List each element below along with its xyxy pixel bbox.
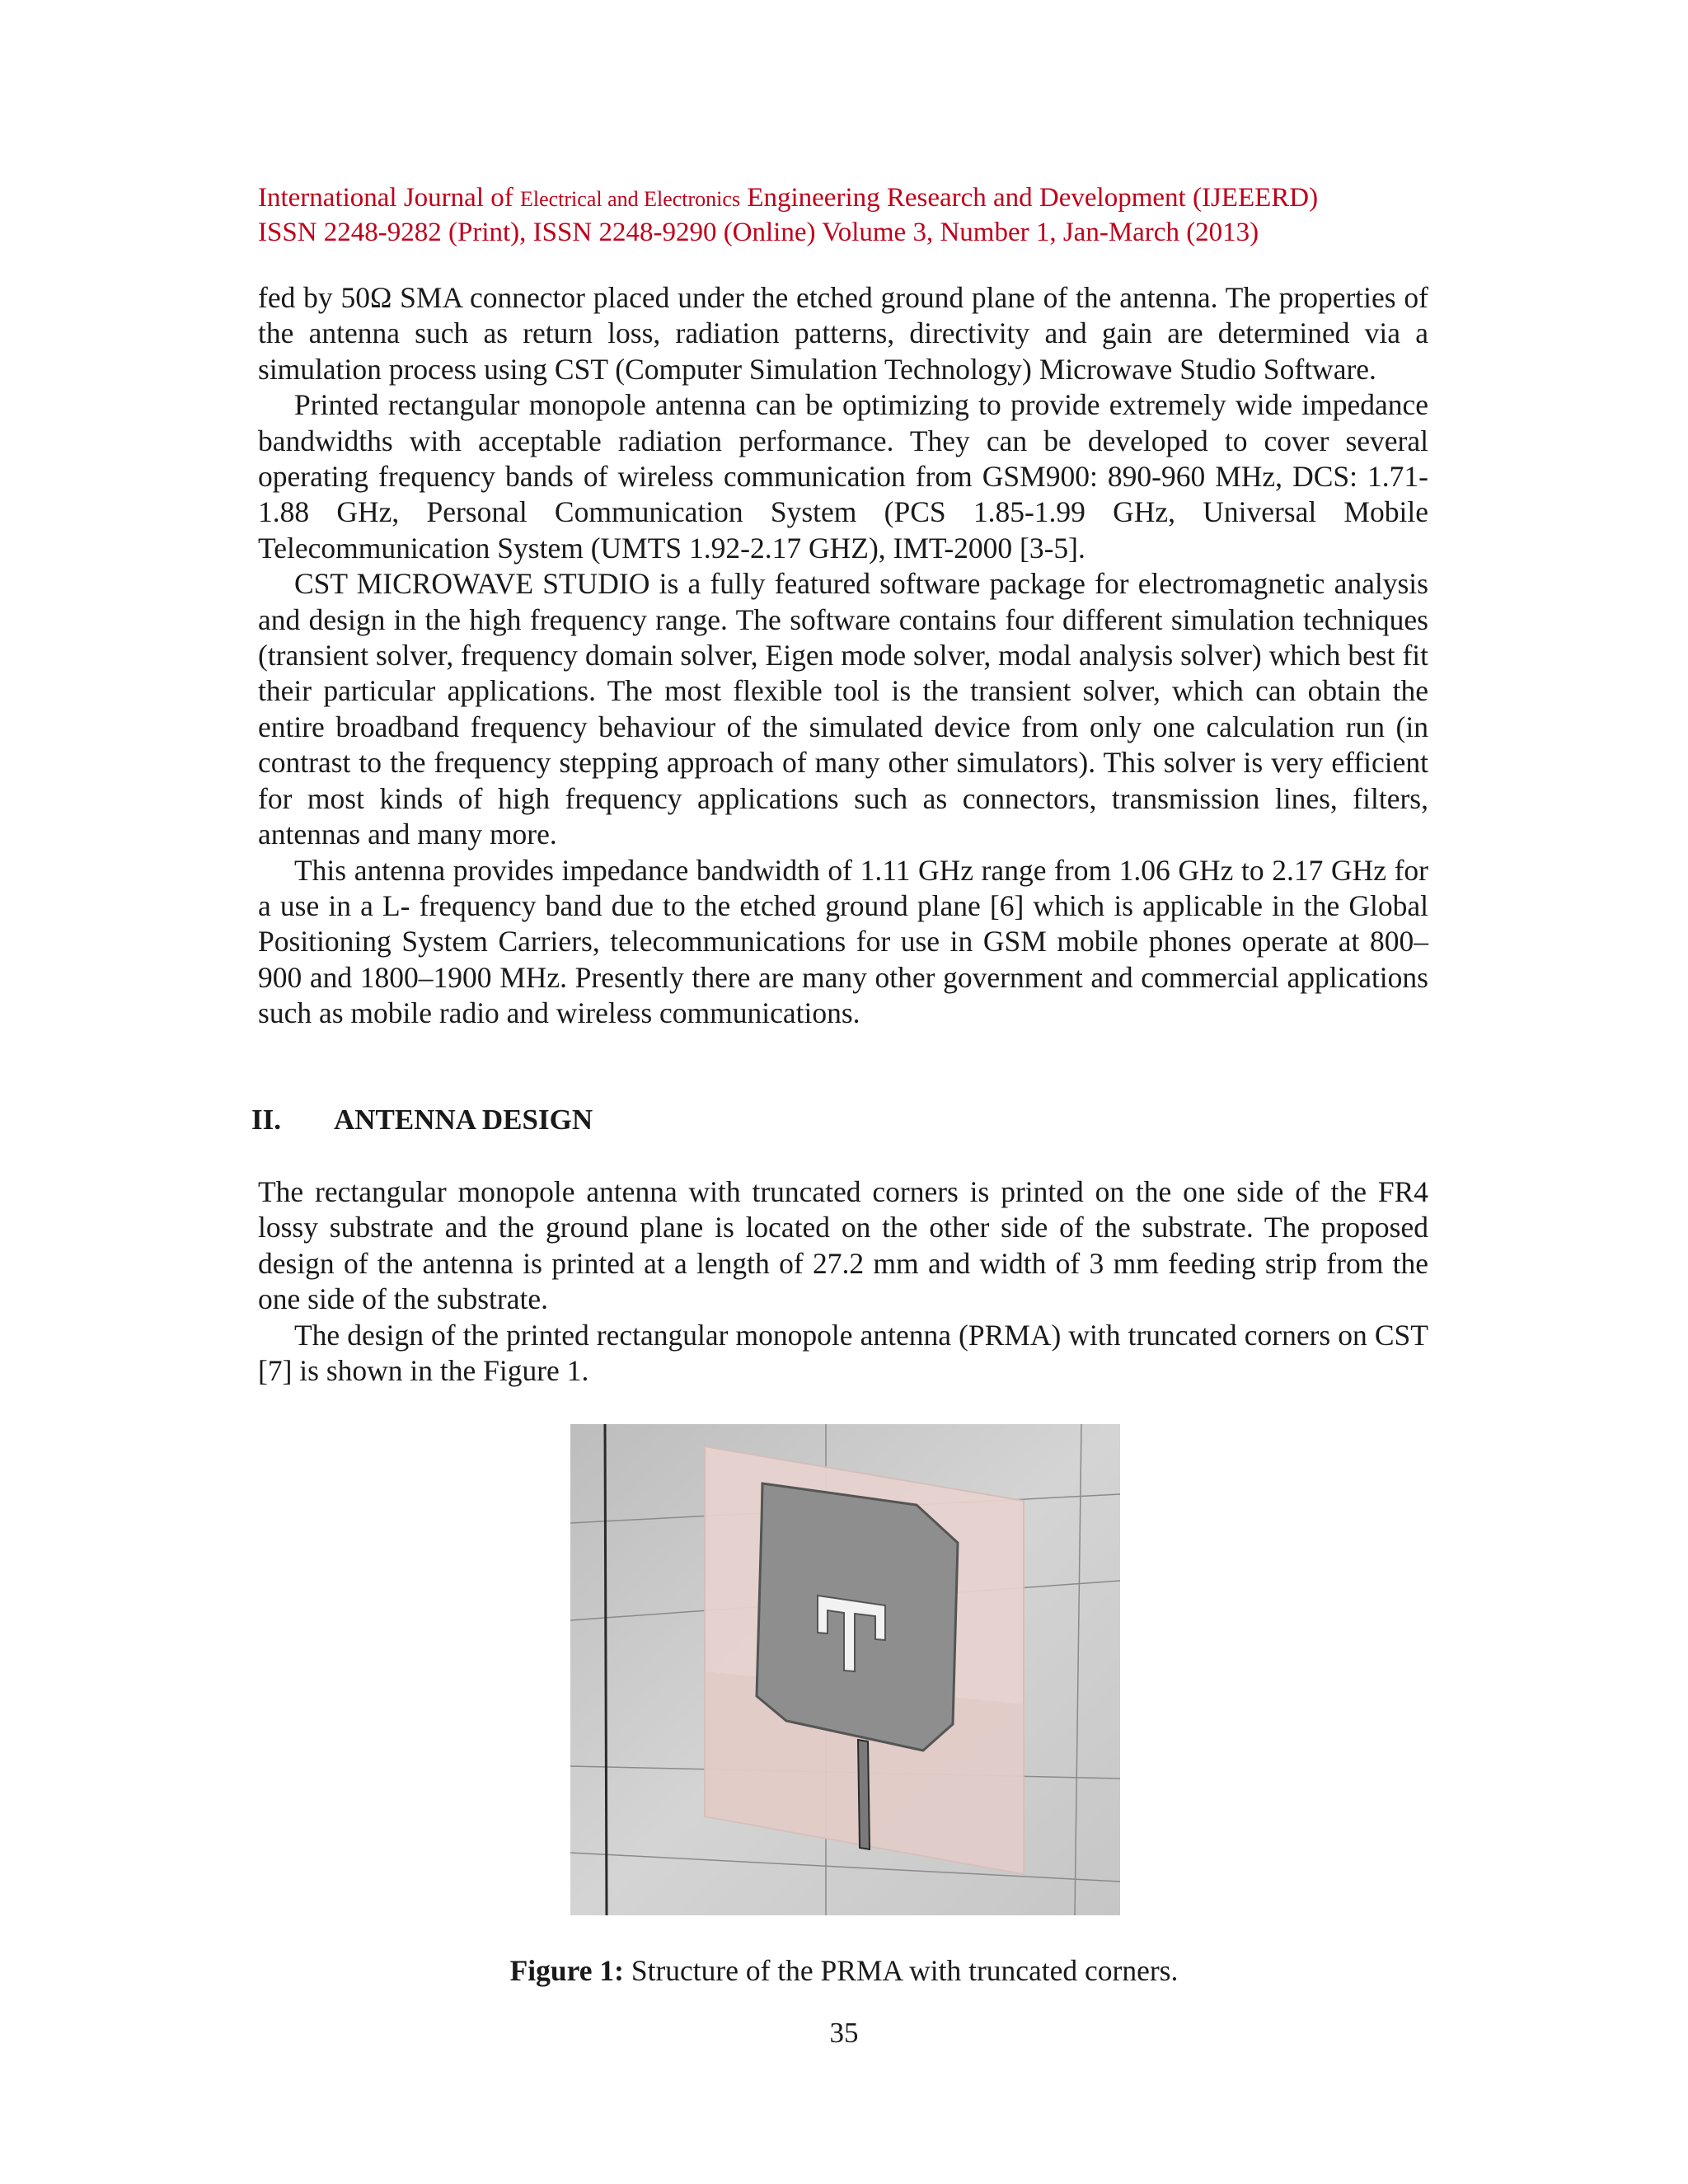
section-title: ANTENNA DESIGN [334,1104,593,1136]
caption-label: Figure 1: [509,1954,624,1987]
header-line-1: International Journal of Electrical and Electronics Engineering Research and Development (IJEEERD) [258,183,1319,213]
figure-antenna-structure [570,1424,1120,1915]
antenna-diagram [570,1424,1120,1915]
caption-text: Structure of the PRMA with truncated corners. [623,1954,1179,1987]
intro-text [258,280,1428,1032]
paragraph: CST MICROWAVE STUDIO is a fully featured software package for electromagnetic analysis and design in the high frequency range. The software contains four different simulation techniques (transient solver, frequency domain solver, Eigen mode solver, modal analysis solver) which best fit their particular applications. The most flexible tool is the transient solver, which can obtain the entire broadband frequency behaviour of the simulated device from only one calculation run (in contrast to the frequency stepping approach of many other simulators). This solver is very efficient for most kinds of high frequency applications such as connectors, transmission lines, filters, antennas and many more. [258,567,1428,851]
section-number: II. [251,1104,281,1136]
paragraph: The rectangular monopole antenna with truncated corners is printed on the one side of the FR4 lossy substrate and the ground plane is located on the other side of the substrate. The proposed design of the antenna is printed at a length of 27.2 mm and width of 3 mm feeding strip from the one side of the substrate. [258,1175,1428,1316]
section-heading [251,1103,593,1137]
page-number: 35 [829,2017,859,2049]
radiating-patch [757,1483,958,1750]
paragraph: fed by 50Ω SMA connector placed under the etched ground plane of the antenna. The properties of the antenna such as return loss, radiation patterns, directivity and gain are determined via a simulation process using CST (Computer Simulation Technology) Microwave Studio Software. [258,281,1428,386]
paragraph: Printed rectangular monopole antenna can be optimizing to provide extremely wide impedance bandwidths with acceptable radiation performance. They can be developed to cover several operating frequency bands of wireless communication from GSM900: 890-960 MHz, DCS: 1.71-1.88 GHz, Personal Communication System (PCS 1.85-1.99 GHz, Universal Mobile Telecommunication System (UMTS 1.92-2.17 GHZ), IMT-2000 [3-5]. [258,388,1428,565]
axis-line [605,1424,607,1915]
paragraph: The design of the printed rectangular monopole antenna (PRMA) with truncated corners on CST [7] is shown in the Figure 1. [258,1318,1428,1388]
paragraph: This antenna provides impedance bandwidth of 1.11 GHz range from 1.06 GHz to 2.17 GHz for a use in a L- frequency band due to the etched ground plane [6] which is applicable in the Global Positioning System Carriers, telecommunications for use in GSM mobile phones operate at 800–900 and 1800–1900 MHz. Presently there are many other government and commercial applications such as mobile radio and wireless communications. [258,853,1428,1030]
feed-strip [858,1740,870,1849]
design-text [258,1174,1428,1389]
header-line-2: ISSN 2248-9282 (Print), ISSN 2248-9290 (Online) Volume 3, Number 1, Jan-March (2013) [258,218,1259,247]
journal-header [258,181,1428,249]
figure-caption [0,1953,1688,1988]
